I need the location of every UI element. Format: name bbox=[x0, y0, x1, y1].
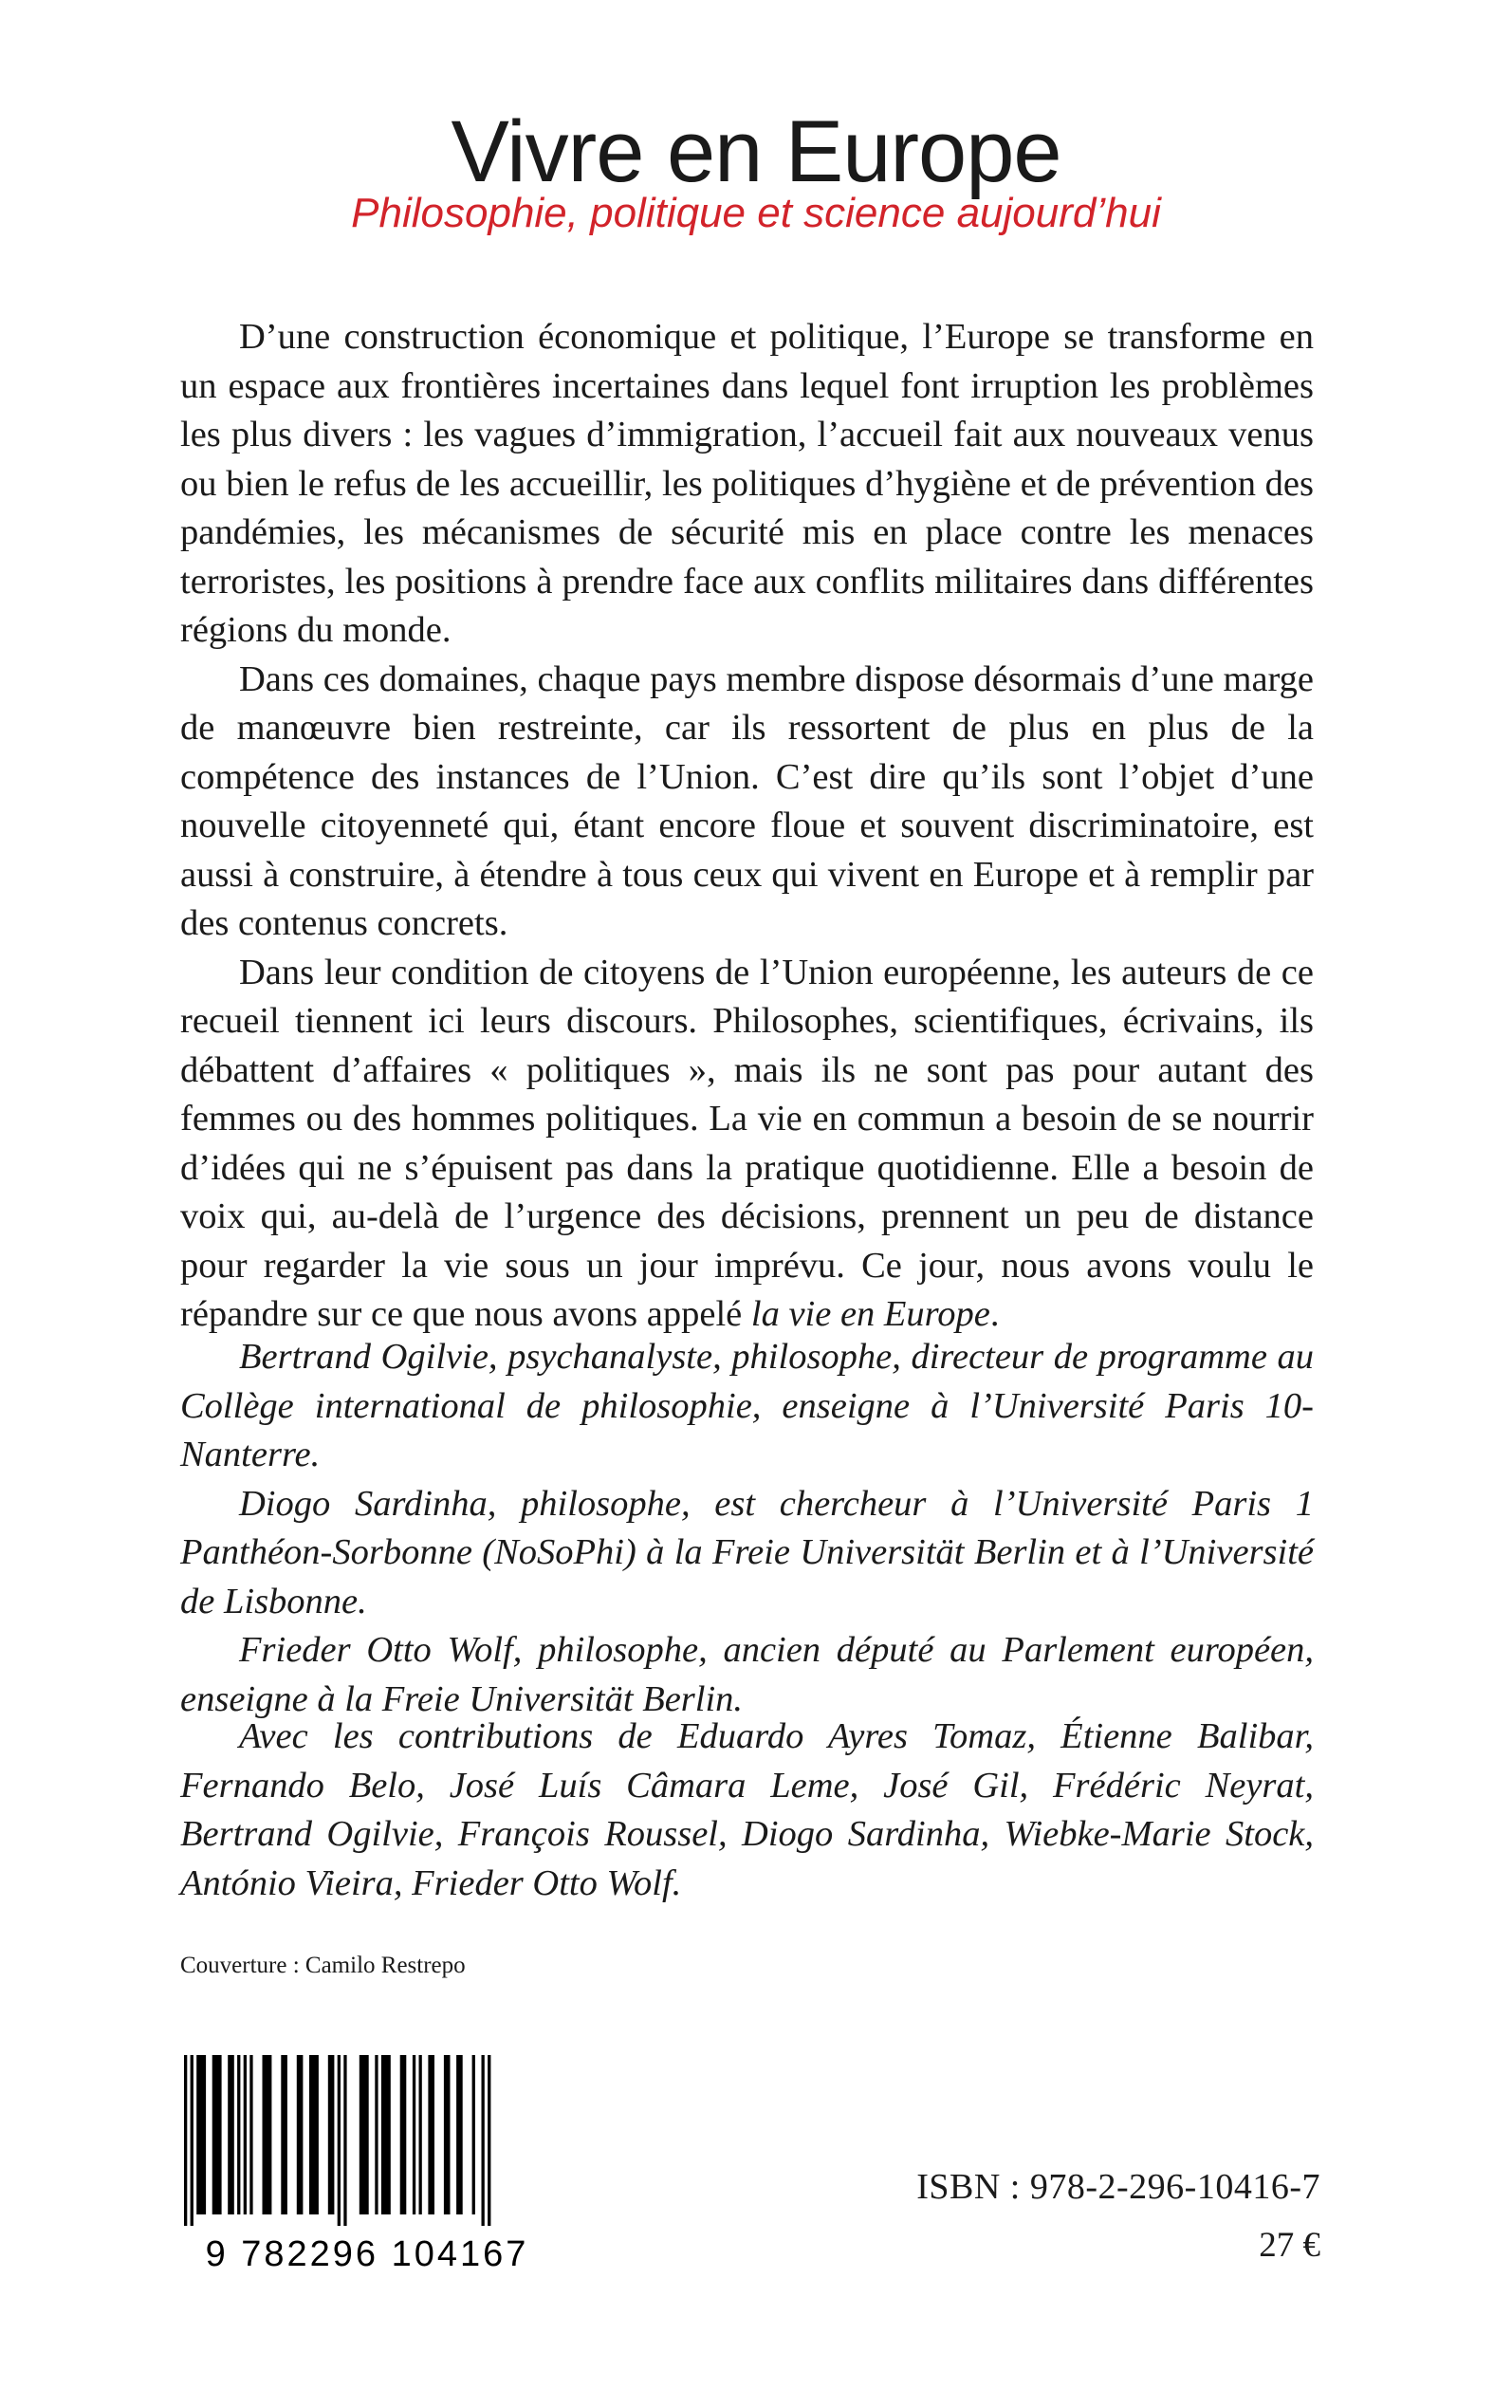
contributors-text: Avec les contributions de Eduardo Ayres Tomaz, Étienne Balibar, Fernando Belo, José Luís Câmara Leme, José Gil, Frédéric Neyrat, Bertrand Ogilvie, François Roussel, Diogo Sardinha, Wiebke-Marie Stock, António Vieira, Frieder Otto Wolf. bbox=[180, 1716, 1314, 1903]
book-subtitle: Philosophie, politique et science aujourd’hui bbox=[351, 190, 1161, 236]
author-bio: Frieder Otto Wolf, philosophe, ancien député au Parlement européen, enseigne à la Freie Universität Berlin. bbox=[180, 1630, 1314, 1719]
blurb bbox=[180, 313, 1314, 1340]
barcode-bar bbox=[309, 2055, 319, 2214]
barcode-bar bbox=[184, 2055, 187, 2226]
barcode-bar bbox=[472, 2055, 475, 2214]
barcode-icon bbox=[173, 2055, 562, 2273]
barcode-bar bbox=[488, 2055, 490, 2226]
barcode-bar bbox=[237, 2055, 240, 2214]
blurb-paragraph-2: Dans ces domaines, chaque pays membre dispose désormais d’une marge de manœuvre bien restreinte, car ils ressortent de plus en plus de la compétence des instances de l’Union. C’est dire qu’ils sont l’objet d’une nouvelle citoyenneté qui, étant encore floue et souvent discriminatoire, est aussi à construire, à étendre à tous ceux qui vivent en Europe et à remplir par des contenus concrets. bbox=[180, 658, 1314, 943]
blurb-emphasis: la vie en Europe bbox=[750, 1294, 990, 1334]
isbn: ISBN : 978-2-296-10416-7 bbox=[916, 2167, 1320, 2207]
barcode-bar bbox=[338, 2055, 341, 2226]
barcode-bar bbox=[244, 2055, 247, 2214]
author-bio: Diogo Sardinha, philosophe, est chercheur à l’Université Paris 1 Panthéon-Sorbonne (NoSoPhi) à la Freie Universität Berlin et à l’Université de Lisbonne. bbox=[180, 1483, 1314, 1621]
barcode-bar bbox=[381, 2055, 391, 2214]
barcode-bar bbox=[212, 2055, 222, 2214]
barcode-bar bbox=[191, 2055, 194, 2226]
cover-credit: Couverture : Camilo Restrepo bbox=[180, 1953, 466, 1978]
blurb-paragraph-3 bbox=[180, 949, 1314, 1340]
blurb-paragraph-3-text: Dans leur condition de citoyens de l’Union européenne, les auteurs de ce recueil tiennent ici leurs discours. Philosophes, scientifiques, écrivains, ils débattent d’affaires « politiques », mais ils ne sont pas pour autant des femmes ou des hommes politiques. La vie en commun a besoin de se nourrir d’idées qui ne s’épuisent pas dans la pratique quotidienne. Elle a besoin de voix qui, au-delà de l’urgence des décisions, prennent un peu de distance pour regarder la vie sous un jour imprévu. Ce jour, nous avons voulu le répandre sur ce que nous avons appelé bbox=[180, 952, 1314, 1334]
barcode-bar bbox=[400, 2055, 407, 2214]
barcode-bar bbox=[196, 2055, 206, 2214]
price: 27 € bbox=[1259, 2226, 1320, 2265]
barcode-bar bbox=[343, 2055, 346, 2226]
book-title: Vivre en Europe bbox=[451, 103, 1061, 200]
barcode-bar bbox=[263, 2055, 272, 2214]
barcode-bar bbox=[428, 2055, 434, 2214]
blurb-paragraph-3-end: . bbox=[989, 1294, 1000, 1334]
barcode-bar bbox=[482, 2055, 485, 2226]
blurb-paragraph-1: D’une construction économique et politique, l’Europe se transforme en un espace aux frontières incertaines dans lequel font irruption les problèmes les plus divers : les vagues d’immigration, l’accueil fait aux nouveaux venus ou bien le refus de les accueillir, les politiques d’hygiène et de prévention des pandémies, les mécanismes de sécurité mis en place contre les menaces terroristes, les positions à prendre face aux conflits militaires dans différentes régions du monde. bbox=[180, 317, 1314, 650]
barcode-bar bbox=[360, 2055, 369, 2214]
barcode-digits: 9 782296 104167 bbox=[205, 2234, 529, 2273]
barcode-bar bbox=[419, 2055, 422, 2214]
barcode-bar bbox=[444, 2055, 451, 2214]
author-bio: Bertrand Ogilvie, psychanalyste, philosophe, directeur de programme au Collège international de philosophie, enseigne à l’Université Paris 10-Nanterre. bbox=[180, 1337, 1314, 1474]
barcode-bar bbox=[456, 2055, 463, 2214]
author-bios bbox=[180, 1333, 1314, 1724]
barcode-bar bbox=[297, 2055, 304, 2214]
barcode-bar bbox=[228, 2055, 234, 2214]
barcode-bar bbox=[375, 2055, 378, 2214]
barcode-bar bbox=[413, 2055, 415, 2214]
contributors bbox=[180, 1713, 1314, 1908]
barcode-bar bbox=[249, 2055, 252, 2214]
barcode-bar bbox=[328, 2055, 335, 2214]
barcode-bar bbox=[281, 2055, 287, 2214]
